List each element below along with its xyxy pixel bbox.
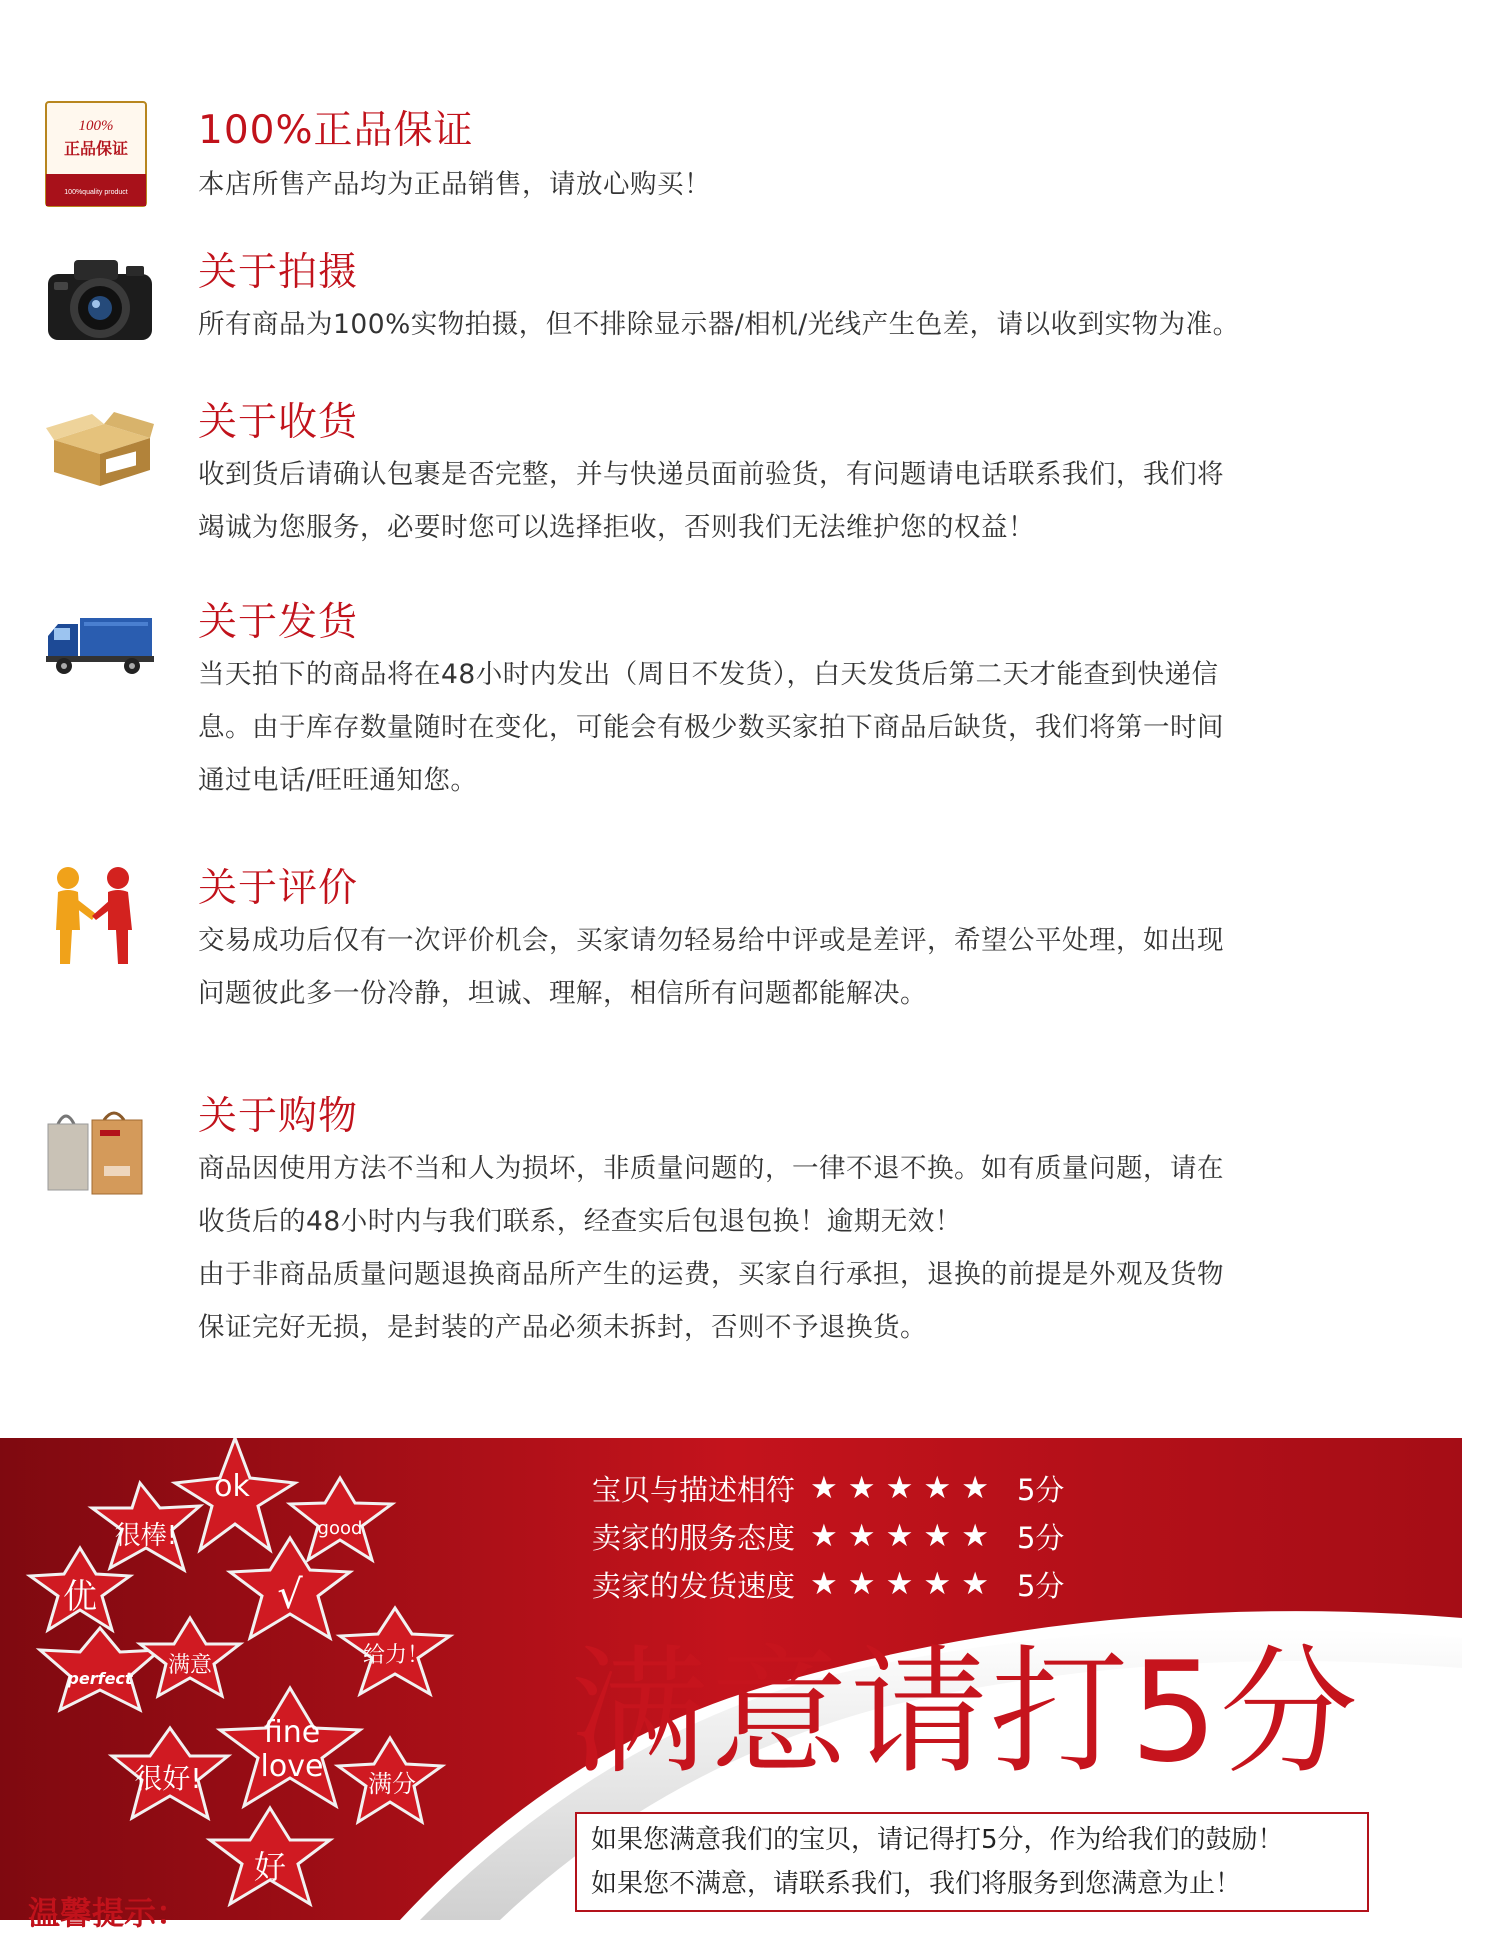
- star-rating: [810, 1517, 989, 1554]
- rating-score: 5分: [1016, 1472, 1065, 1507]
- rating-banner: [0, 1438, 1462, 1920]
- praise-burst: [0, 1438, 470, 1920]
- star-icon: ★: [847, 1469, 876, 1506]
- star-rating: [810, 1469, 989, 1506]
- section-shipping: [0, 590, 1500, 810]
- section-photography: [0, 240, 1500, 360]
- star-icon: ★: [961, 1517, 989, 1554]
- notice-line: 如果您不满意，请联系我们，我们将服务到您满意为止！: [591, 1869, 1242, 1899]
- section-title: 关于评价: [198, 866, 359, 911]
- star-icon: ★: [847, 1565, 876, 1602]
- burst-word: perfect: [67, 1669, 133, 1688]
- section-text: 收到货后请确认包裹是否完整，并与快递员面前验货，有问题请电话联系我们，我们将 竭诚为您服务，必要时您可以选择拒收，否则我们无法维护您的权益！: [198, 459, 1224, 543]
- badge-line-2: 正品保证: [63, 139, 129, 158]
- section-reviews: [0, 856, 1500, 1026]
- handshake-icon: [44, 864, 154, 974]
- notice-box: [575, 1812, 1369, 1912]
- burst-word: 好: [253, 1848, 287, 1886]
- burst-word: 很好!: [134, 1762, 202, 1795]
- star-icon: ★: [923, 1517, 952, 1554]
- rating-label: 卖家的服务态度: [592, 1520, 796, 1555]
- star-icon: ★: [885, 1517, 914, 1554]
- burst-word: 给力！: [362, 1643, 430, 1668]
- section-title: 关于购物: [198, 1094, 359, 1139]
- package-box-icon: [44, 400, 154, 510]
- star-icon: ★: [847, 1517, 876, 1554]
- rating-row: [592, 1512, 1064, 1560]
- rating-row: [592, 1560, 1064, 1608]
- burst-word: fine: [263, 1715, 321, 1750]
- burst-word: love: [260, 1749, 324, 1784]
- section-text: 当天拍下的商品将在48小时内发出（周日不发货），白天发货后第二天才能查到快递信 息。由于库存数量随时在变化，可能会有极少数买家拍下商品后缺货，我们将第一时间 通过电话/旺旺通知您。: [198, 659, 1224, 796]
- rating-score: 5分: [1016, 1520, 1065, 1555]
- section-genuine: [0, 90, 1500, 220]
- burst-word: ok: [214, 1469, 250, 1504]
- badge-line-3: 100%quality product: [64, 189, 128, 196]
- section-title: 100%正品保证: [198, 108, 474, 153]
- badge-line-1: 100%: [78, 118, 114, 134]
- section-shopping: [0, 1086, 1500, 1356]
- star-icon: ★: [810, 1469, 838, 1506]
- notice-line: 如果您满意我们的宝贝，请记得打5分，作为给我们的鼓励！: [591, 1825, 1284, 1855]
- star-icon: ★: [923, 1469, 952, 1506]
- star-icon: ★: [961, 1565, 989, 1602]
- rating-score: 5分: [1016, 1568, 1065, 1603]
- camera-icon: [44, 250, 154, 360]
- star-icon: ★: [810, 1565, 838, 1602]
- section-text: 所有商品为100%实物拍摄，但不排除显示器/相机/光线产生色差，请以收到实物为准。: [198, 309, 1240, 340]
- star-rating: [810, 1565, 989, 1602]
- rating-label: 宝贝与描述相符: [592, 1472, 796, 1507]
- section-title: 关于发货: [198, 600, 359, 645]
- star-icon: ★: [923, 1565, 952, 1602]
- section-text: 本店所售产品均为正品销售，请放心购买！: [198, 169, 711, 200]
- tip-heading: 温馨提示：: [28, 1894, 189, 1932]
- slogan: 满意请打5分: [570, 1632, 1360, 1793]
- burst-word: 优: [63, 1577, 97, 1617]
- shopping-bag-icon: [44, 1106, 154, 1216]
- burst-word: 满分: [368, 1770, 416, 1798]
- ratings-list: [592, 1464, 1064, 1608]
- burst-word: 很棒!: [114, 1521, 178, 1551]
- star-icon: ★: [810, 1517, 838, 1554]
- section-title: 关于收货: [198, 400, 359, 445]
- rating-label: 卖家的发货速度: [592, 1568, 796, 1603]
- delivery-truck-icon: [44, 610, 154, 720]
- rating-row: [592, 1464, 1064, 1512]
- star-icon: ★: [885, 1565, 914, 1602]
- burst-word: good: [317, 1518, 363, 1539]
- section-text: 商品因使用方法不当和人为损坏，非质量问题的，一律不退不换。如有质量问题，请在 收货后的48小时内与我们联系，经查实后包退包换！逾期无效！ 由于非商品质量问题退换商品所产生的运费，买家自行承担，退换的前提是外观及货物 保证完好无损，是封装的产品必须未拆封，否则不予退换货。: [198, 1153, 1224, 1343]
- section-receiving: [0, 390, 1500, 560]
- check-mark-icon: √: [277, 1572, 303, 1618]
- section-title: 关于拍摄: [198, 250, 359, 295]
- genuine-badge-icon: [44, 100, 154, 210]
- star-icon: ★: [885, 1469, 914, 1506]
- section-text: 交易成功后仅有一次评价机会，买家请勿轻易给中评或是差评，希望公平处理，如出现 问题彼此多一份冷静，坦诚、理解，相信所有问题都能解决。: [198, 925, 1224, 1009]
- burst-word: 满意: [167, 1653, 213, 1678]
- star-icon: ★: [961, 1469, 989, 1506]
